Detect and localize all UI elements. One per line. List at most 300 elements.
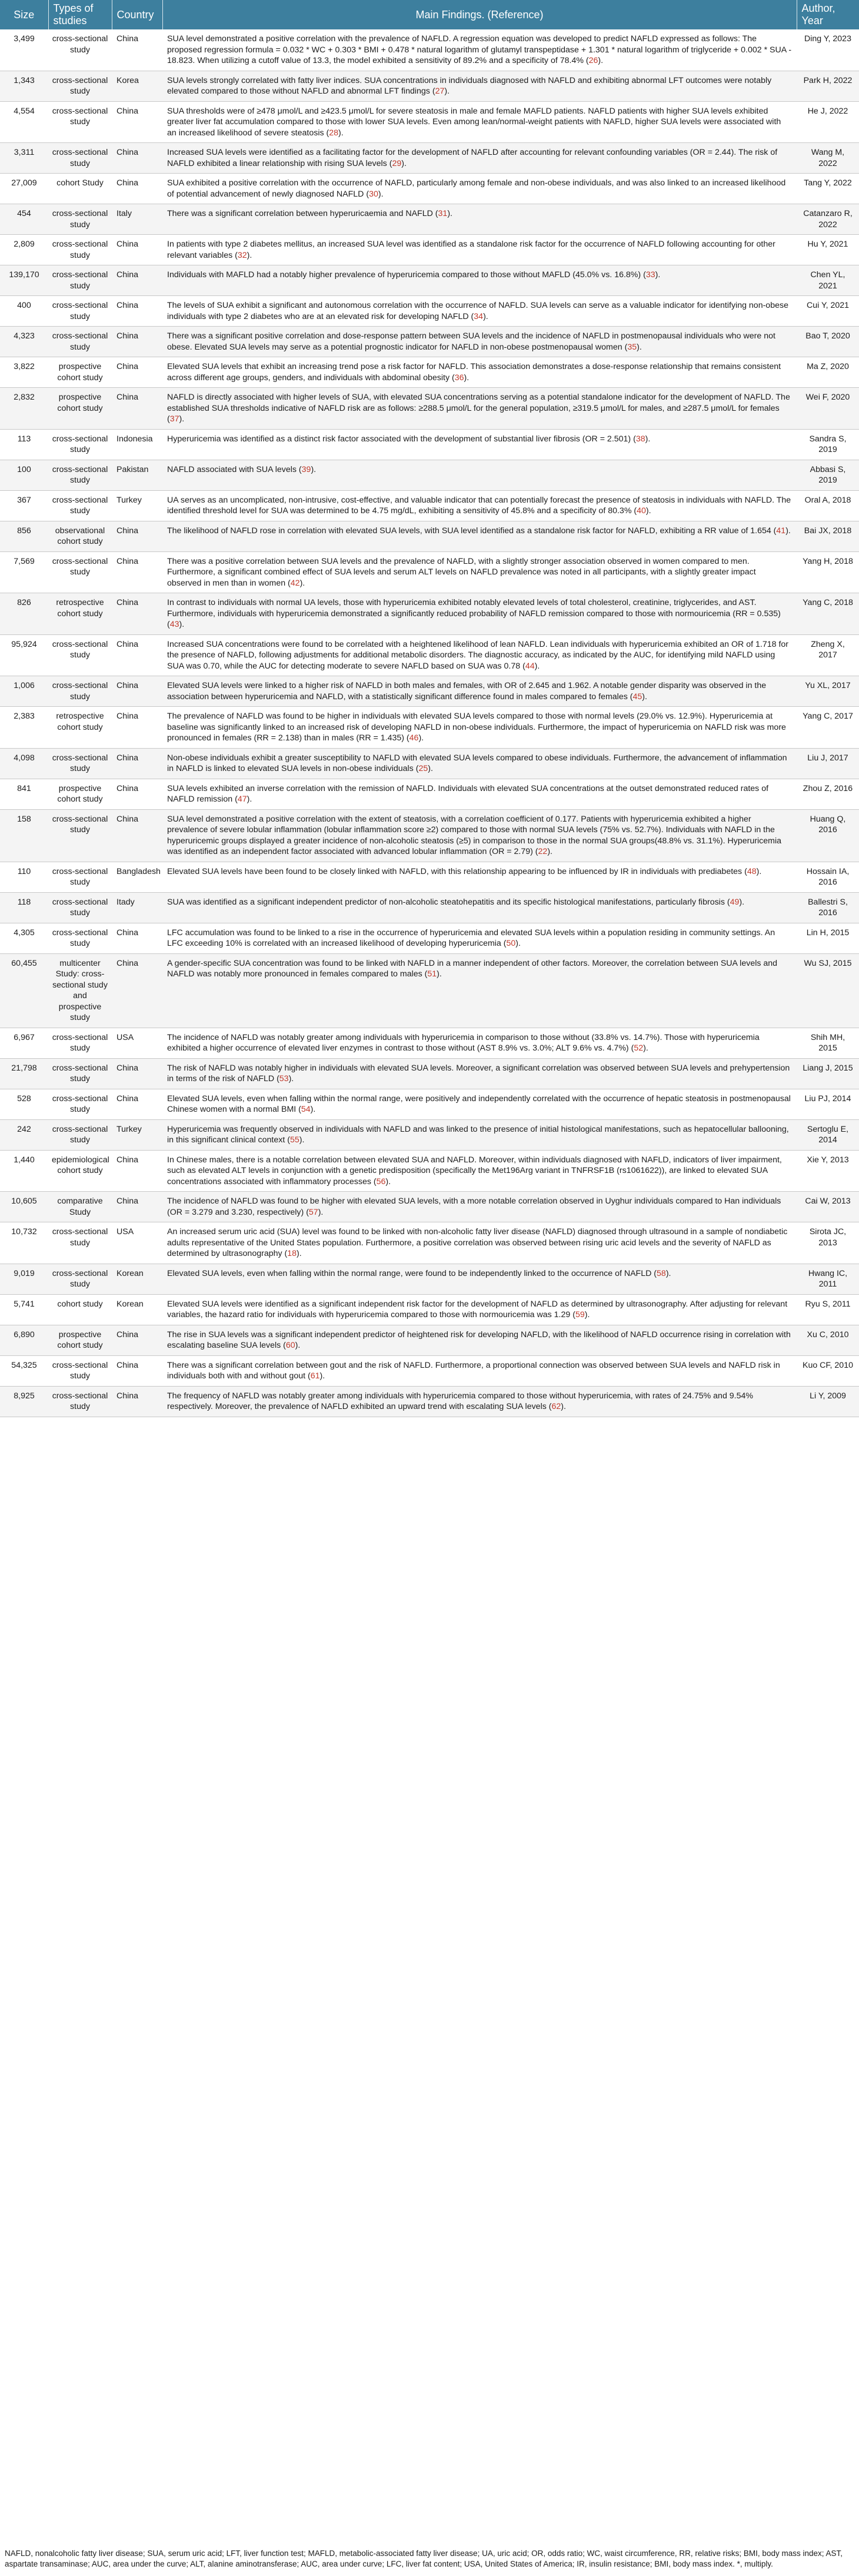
- finding-text: There was a positive correlation between SUA levels and the prevalence of NAFLD, with a slightly stronger association observed in women compared to men. Furthermore, a significant combined effect of SUA levels and serum ALT levels on NAFLD prevalence was noted in all participants, with a slightly greater impact observed in men than in women (: [167, 556, 756, 588]
- cell-country: China: [112, 1355, 162, 1386]
- cell-size: 6,967: [0, 1028, 48, 1058]
- cell-country: China: [112, 779, 162, 809]
- finding-text-end: ).: [637, 342, 642, 352]
- finding-text: Non-obese individuals exhibit a greater susceptibility to NAFLD with elevated SUA levels compared to obese individuals. Furthermore, the advancement of inflammation in NAFLD is linked to elevated SUA levels in non-obese individuals (: [167, 753, 787, 773]
- table-row: [0, 101, 859, 143]
- cell-country: China: [112, 1325, 162, 1355]
- cell-size: 21,798: [0, 1058, 48, 1089]
- cell-main-findings: [162, 521, 797, 551]
- cell-study-type: cross-sectional study: [48, 235, 112, 265]
- cell-study-type: prospective cohort study: [48, 388, 112, 430]
- reference-link[interactable]: 29: [392, 158, 402, 168]
- cell-main-findings: [162, 676, 797, 707]
- finding-text-end: ).: [464, 373, 470, 383]
- cell-main-findings: [162, 296, 797, 327]
- reference-link[interactable]: 28: [329, 128, 339, 138]
- cell-study-type: cross-sectional study: [48, 892, 112, 923]
- finding-text: There was a significant positive correlation and dose-response pattern between SUA levels and the incidence of NAFLD in postmenopausal individuals who were not obese. Elevated SUA levels may serve as a potential prognostic indicator for NAFLD in non-obese postmenopausal women (: [167, 331, 775, 352]
- cell-study-type: prospective cohort study: [48, 357, 112, 388]
- cell-study-type: cross-sectional study: [48, 429, 112, 460]
- cell-main-findings: [162, 1089, 797, 1119]
- cell-main-findings: [162, 429, 797, 460]
- reference-link[interactable]: 44: [525, 661, 535, 671]
- reference-link[interactable]: 55: [289, 1135, 299, 1145]
- cell-author-year: Yang C, 2018: [797, 593, 859, 635]
- cell-author-year: Bai JX, 2018: [797, 521, 859, 551]
- cell-country: China: [112, 1150, 162, 1192]
- cell-country: China: [112, 707, 162, 749]
- finding-text: In contrast to individuals with normal UA levels, those with hyperuricemia exhibited notably elevated levels of total cholesterol, creatinine, triglycerides, and AST. Furthermore, individuals with hyperuricemia demonstrated a significantly reduced probability of NAFLD remission compared to those with normouricemia (RR = 0.535) (: [167, 598, 781, 629]
- cell-country: China: [112, 1089, 162, 1119]
- finding-text: Hyperuricemia was identified as a distinct risk factor associated with the development of substantial liver fibrosis (OR = 2.501) (: [167, 434, 636, 444]
- finding-text-end: ).: [584, 1310, 590, 1319]
- table-row: [0, 143, 859, 174]
- cell-author-year: Zhou Z, 2016: [797, 779, 859, 809]
- cell-country: China: [112, 521, 162, 551]
- reference-link[interactable]: 52: [634, 1043, 644, 1053]
- cell-author-year: Sirota JC, 2013: [797, 1222, 859, 1264]
- header-country: Country: [112, 0, 162, 29]
- table-row: [0, 29, 859, 71]
- table-row: [0, 460, 859, 490]
- finding-text-end: ).: [645, 434, 651, 444]
- finding-text-end: ).: [785, 526, 791, 536]
- cell-main-findings: [162, 809, 797, 862]
- table-row: [0, 1192, 859, 1222]
- cell-country: USA: [112, 1222, 162, 1264]
- cell-main-findings: [162, 923, 797, 953]
- table-row: [0, 1119, 859, 1150]
- table-row: [0, 862, 859, 892]
- cell-author-year: Xu C, 2010: [797, 1325, 859, 1355]
- finding-text-end: ).: [338, 128, 344, 138]
- table-row: [0, 357, 859, 388]
- finding-text: Elevated SUA levels have been found to be closely linked with NAFLD, with this relationship appearing to be influenced by IR in individuals with prediabetes (: [167, 866, 747, 876]
- reference-link[interactable]: 61: [310, 1371, 320, 1381]
- table-row: [0, 1355, 859, 1386]
- reference-link[interactable]: 18: [287, 1249, 297, 1258]
- header-types-of-studies: Types of studies: [48, 0, 112, 29]
- table-row: [0, 892, 859, 923]
- cell-author-year: Liu PJ, 2014: [797, 1089, 859, 1119]
- cell-author-year: Huang Q, 2016: [797, 809, 859, 862]
- finding-text-end: ).: [598, 56, 604, 65]
- cell-author-year: He J, 2022: [797, 101, 859, 143]
- reference-link[interactable]: 40: [637, 506, 646, 516]
- cell-country: China: [112, 1058, 162, 1089]
- cell-main-findings: [162, 1355, 797, 1386]
- cell-main-findings: [162, 779, 797, 809]
- cell-study-type: cross-sectional study: [48, 748, 112, 779]
- cell-country: China: [112, 1386, 162, 1417]
- finding-text: SUA was identified as a significant independent predictor of non-alcoholic steatohepatitis and its specific histological manifestations, particularly fibrosis (: [167, 897, 730, 907]
- reference-link[interactable]: 54: [301, 1105, 311, 1114]
- cell-study-type: cross-sectional study: [48, 460, 112, 490]
- cell-size: 454: [0, 204, 48, 235]
- cell-main-findings: [162, 1294, 797, 1325]
- cell-author-year: Oral A, 2018: [797, 490, 859, 521]
- cell-study-type: cross-sectional study: [48, 490, 112, 521]
- finding-text: SUA level demonstrated a positive correlation with the extent of steatosis, with a correlation coefficient of 0.177. Patients with hyperuricemia exhibited a higher prevalence of severe lobular inflammation (lobular inflammation score ≥2) compared to those with normal SUA levels (75% vs. 52.7%). Individuals with NAFLD in the hyperuricemic groups displayed a greater incidence of non-alcoholic steatosis (≥5) in comparison to those in the normal SUA groups(48.8% vs. 31.1%). Hyperuricemia was identified as an independent factor associated with advanced lobular inflammation (OR = 2.79) (: [167, 814, 781, 856]
- cell-main-findings: [162, 862, 797, 892]
- cell-size: 4,554: [0, 101, 48, 143]
- cell-size: 2,809: [0, 235, 48, 265]
- reference-link[interactable]: 36: [454, 373, 464, 383]
- reference-link[interactable]: 59: [575, 1310, 585, 1319]
- cell-country: China: [112, 388, 162, 430]
- cell-country: China: [112, 1192, 162, 1222]
- reference-link[interactable]: 57: [308, 1207, 318, 1217]
- finding-text: NAFLD is directly associated with higher levels of SUA, with elevated SUA concentrations serving as a potential standalone indicator for the development of NAFLD. The established SUA thresholds indicative of NAFLD risk are as follows: ≥288.5 μmol/L for the general population, ≥319.5 μmol/L for males, and ≥287.5 μmol/L for females (: [167, 393, 790, 424]
- cell-main-findings: [162, 1264, 797, 1294]
- finding-text-end: ).: [310, 1105, 316, 1114]
- finding-text-end: ).: [483, 311, 488, 321]
- table-row: [0, 551, 859, 593]
- cell-author-year: Tang Y, 2022: [797, 174, 859, 204]
- cell-country: China: [112, 29, 162, 71]
- cell-size: 5,741: [0, 1294, 48, 1325]
- finding-text-end: ).: [299, 578, 305, 588]
- cell-main-findings: [162, 265, 797, 296]
- finding-text: The rise in SUA levels was a significant independent predictor of heightened risk for developing NAFLD, with the likelihood of NAFLD occurrence rising in correlation with escalating baseline SUA levels (: [167, 1329, 791, 1350]
- table-row: [0, 235, 859, 265]
- reference-link[interactable]: 41: [776, 526, 786, 536]
- cell-author-year: Cai W, 2013: [797, 1192, 859, 1222]
- table-row: [0, 1028, 859, 1058]
- cell-size: 826: [0, 593, 48, 635]
- finding-text-end: ).: [295, 1341, 301, 1350]
- finding-text-end: ).: [547, 847, 552, 856]
- reference-link[interactable]: 51: [427, 969, 437, 979]
- cell-main-findings: [162, 1119, 797, 1150]
- cell-study-type: cross-sectional study: [48, 634, 112, 676]
- cell-study-type: comparative Study: [48, 1192, 112, 1222]
- finding-text: SUA exhibited a positive correlation with the occurrence of NAFLD, particularly among female and non-obese individuals, and was also linked to an increased likelihood of potential advancement of newly diagnosed NAFLD (: [167, 178, 786, 199]
- cell-study-type: cross-sectional study: [48, 265, 112, 296]
- cell-size: 95,924: [0, 634, 48, 676]
- cell-size: 8,925: [0, 1386, 48, 1417]
- reference-link[interactable]: 47: [237, 795, 247, 804]
- cell-study-type: cross-sectional study: [48, 1355, 112, 1386]
- cell-main-findings: [162, 327, 797, 357]
- cell-study-type: cross-sectional study: [48, 327, 112, 357]
- cell-main-findings: [162, 892, 797, 923]
- cell-author-year: Wei F, 2020: [797, 388, 859, 430]
- finding-text: There was a significant correlation between hyperuricaemia and NAFLD (: [167, 209, 438, 218]
- finding-text-end: ).: [642, 692, 647, 702]
- reference-link[interactable]: 31: [438, 209, 448, 218]
- cell-country: Indonesia: [112, 429, 162, 460]
- finding-text: The prevalence of NAFLD was found to be higher in individuals with elevated SUA levels compared to those with normal levels (29.0% vs. 12.9%). Hyperuricemia at baseline was significantly linked to an increased risk of developing NAFLD in non-obese individuals. Furthermore, the impact of hyperuricemia on NAFLD risk was more pronounced in females (RR = 2.138) than in males (RR = 1.435) (: [167, 712, 786, 743]
- finding-text-end: ).: [311, 464, 317, 474]
- finding-text: SUA levels strongly correlated with fatty liver indices. SUA concentrations in individuals diagnosed with NAFLD and exhibiting abnormal LFT outcomes were notably elevated compared to those without NAFLD and abnormal LFT findings (: [167, 75, 772, 96]
- cell-author-year: Cui Y, 2021: [797, 296, 859, 327]
- cell-country: USA: [112, 1028, 162, 1058]
- finding-text-end: ).: [655, 270, 661, 280]
- cell-size: 1,440: [0, 1150, 48, 1192]
- table-row: [0, 1058, 859, 1089]
- finding-text-end: ).: [447, 209, 452, 218]
- cell-author-year: Wang M, 2022: [797, 143, 859, 174]
- cell-main-findings: [162, 101, 797, 143]
- finding-text-end: ).: [179, 620, 185, 629]
- cell-size: 6,890: [0, 1325, 48, 1355]
- cell-size: 118: [0, 892, 48, 923]
- table-row: [0, 429, 859, 460]
- cell-main-findings: [162, 1150, 797, 1192]
- cell-study-type: cross-sectional study: [48, 809, 112, 862]
- cell-author-year: Liu J, 2017: [797, 748, 859, 779]
- cell-study-type: epidemiological cohort study: [48, 1150, 112, 1192]
- cell-study-type: retrospective cohort study: [48, 707, 112, 749]
- cell-country: Pakistan: [112, 460, 162, 490]
- finding-text: Hyperuricemia was frequently observed in individuals with NAFLD and was linked to the presence of initial histological manifestations, such as hepatocellular ballooning, in this significant clinical context (: [167, 1124, 789, 1145]
- cell-author-year: Sertoglu E, 2014: [797, 1119, 859, 1150]
- cell-country: Korean: [112, 1294, 162, 1325]
- cell-size: 242: [0, 1119, 48, 1150]
- cell-main-findings: [162, 460, 797, 490]
- cell-study-type: cross-sectional study: [48, 862, 112, 892]
- cell-size: 100: [0, 460, 48, 490]
- cell-size: 3,311: [0, 143, 48, 174]
- table-row: [0, 1386, 859, 1417]
- cell-study-type: cross-sectional study: [48, 143, 112, 174]
- table-body: [0, 29, 859, 1417]
- finding-text: Elevated SUA levels were identified as a significant independent risk factor for the development of NAFLD as determined by ultrasonography. After adjusting for relevant variables, the hazard ratio for individuals with hyperuricemia compared to those with normouricemia was 1.29 (: [167, 1299, 788, 1319]
- finding-text: A gender-specific SUA concentration was found to be linked with NAFLD in a manner independent of other factors. Moreover, the correlation between SUA levels and NAFLD was notably more pronounced in females compared to males (: [167, 958, 778, 979]
- cell-study-type: cross-sectional study: [48, 551, 112, 593]
- cell-country: China: [112, 296, 162, 327]
- reference-link[interactable]: 38: [635, 434, 645, 444]
- cell-author-year: Ding Y, 2023: [797, 29, 859, 71]
- finding-text: An increased serum uric acid (SUA) level was found to be linked with non-alcoholic fatty liver disease (NAFLD) diagnosed through ultrasound in a sample of nondiabetic adults representative of the United States population. Furthermore, a positive correlation was observed between rising uric acid levels and the severity of NAFLD as determined by ultrasonography (: [167, 1227, 788, 1258]
- table-row: [0, 634, 859, 676]
- cell-author-year: Ryu S, 2011: [797, 1294, 859, 1325]
- cell-main-findings: [162, 1192, 797, 1222]
- cell-country: China: [112, 235, 162, 265]
- cell-country: China: [112, 676, 162, 707]
- reference-link[interactable]: 26: [588, 56, 598, 65]
- finding-text: In Chinese males, there is a notable correlation between elevated SUA and NAFLD. Moreover, within individuals diagnosed with NAFLD, indicators of liver impairment, such as elevated ALT levels in conjunction with a genetic predisposition (specifically the Met196Arg variant in TNFRSF1B (rs1061622)), are linked to elevated SUA concentrations associated with inflammatory processes (: [167, 1155, 782, 1186]
- finding-text-end: ).: [534, 661, 540, 671]
- cell-author-year: Shih MH, 2015: [797, 1028, 859, 1058]
- finding-text-end: ).: [561, 1402, 566, 1411]
- cell-author-year: Xie Y, 2013: [797, 1150, 859, 1192]
- table-row: [0, 174, 859, 204]
- finding-text: The incidence of NAFLD was found to be higher with elevated SUA levels, with a more notable correlation observed in Uyghur individuals compared to Han individuals (OR = 3.279 and 3.230, respectively) (: [167, 1196, 781, 1217]
- reference-link[interactable]: 35: [627, 342, 637, 352]
- finding-text-end: ).: [665, 1268, 671, 1278]
- cell-main-findings: [162, 634, 797, 676]
- finding-text-end: ).: [645, 506, 651, 516]
- finding-text-end: ).: [756, 866, 762, 876]
- cell-size: 27,009: [0, 174, 48, 204]
- cell-author-year: Yang H, 2018: [797, 551, 859, 593]
- table-row: [0, 71, 859, 101]
- cell-main-findings: [162, 953, 797, 1028]
- table-row: [0, 809, 859, 862]
- cell-size: 139,170: [0, 265, 48, 296]
- reference-link[interactable]: 22: [538, 847, 548, 856]
- table-row: [0, 953, 859, 1028]
- finding-text: The levels of SUA exhibit a significant and autonomous correlation with the occurrence of NAFLD. SUA levels can serve as a valuable indicator for identifying non-obese individuals with type 2 diabetes who are at an elevated risk for developing NAFLD (: [167, 301, 788, 321]
- cell-size: 4,098: [0, 748, 48, 779]
- reference-link[interactable]: 27: [435, 87, 445, 96]
- finding-text: Increased SUA levels were identified as a facilitating factor for the development of NAFLD after accounting for relevant confounding variables (OR = 2.44). The risk of NAFLD exhibited a linear relationship with rising SUA levels (: [167, 148, 778, 168]
- cell-size: 400: [0, 296, 48, 327]
- reference-link[interactable]: 30: [369, 189, 378, 199]
- table-row: [0, 1325, 859, 1355]
- cell-size: 7,569: [0, 551, 48, 593]
- reference-link[interactable]: 49: [730, 897, 740, 907]
- cell-main-findings: [162, 748, 797, 779]
- table-row: [0, 204, 859, 235]
- reference-link[interactable]: 43: [169, 620, 179, 629]
- reference-link[interactable]: 58: [657, 1268, 666, 1278]
- cell-size: 1,343: [0, 71, 48, 101]
- reference-link[interactable]: 37: [169, 414, 179, 424]
- finding-text: Individuals with MAFLD had a notably higher prevalence of hyperuricemia compared to those without MAFLD (45.0% vs. 16.8%) (: [167, 270, 646, 280]
- reference-link[interactable]: 25: [418, 764, 428, 773]
- cell-size: 10,732: [0, 1222, 48, 1264]
- table-row: [0, 388, 859, 430]
- cell-study-type: retrospective cohort study: [48, 593, 112, 635]
- table-row: [0, 327, 859, 357]
- reference-link[interactable]: 45: [632, 692, 642, 702]
- cell-study-type: prospective cohort study: [48, 1325, 112, 1355]
- cell-study-type: cross-sectional study: [48, 923, 112, 953]
- finding-text-end: ).: [247, 250, 252, 260]
- cell-main-findings: [162, 29, 797, 71]
- header-main-findings: Main Findings. (Reference): [162, 0, 797, 29]
- cell-size: 1,006: [0, 676, 48, 707]
- cell-country: China: [112, 748, 162, 779]
- cell-country: China: [112, 809, 162, 862]
- finding-text-end: ).: [739, 897, 745, 907]
- cell-author-year: Liang J, 2015: [797, 1058, 859, 1089]
- cell-country: China: [112, 143, 162, 174]
- cell-author-year: Kuo CF, 2010: [797, 1355, 859, 1386]
- reference-link[interactable]: 60: [285, 1341, 295, 1350]
- cell-size: 60,455: [0, 953, 48, 1028]
- cell-main-findings: [162, 357, 797, 388]
- header-row: [0, 0, 859, 29]
- reference-link[interactable]: 56: [376, 1176, 386, 1186]
- cell-study-type: cross-sectional study: [48, 1119, 112, 1150]
- cell-country: Bangladesh: [112, 862, 162, 892]
- finding-text: The likelihood of NAFLD rose in correlation with elevated SUA levels, with SUA level identified as a standalone risk factor for NAFLD, exhibiting a RR value of 1.654 (: [167, 526, 777, 536]
- finding-text-end: ).: [643, 1043, 648, 1053]
- cell-size: 54,325: [0, 1355, 48, 1386]
- finding-text-end: ).: [179, 414, 185, 424]
- cell-main-findings: [162, 204, 797, 235]
- finding-text: LFC accumulation was found to be linked to a rise in the occurrence of hyperuricemia and elevated SUA levels within a population residing in community settings. An LFC exceeding 10% is correlated with an increased likelihood of developing hyperuricemia (: [167, 928, 775, 948]
- cell-size: 4,305: [0, 923, 48, 953]
- table-row: [0, 593, 859, 635]
- cell-main-findings: [162, 490, 797, 521]
- cell-main-findings: [162, 707, 797, 749]
- cell-main-findings: [162, 71, 797, 101]
- table-row: [0, 296, 859, 327]
- finding-text: Elevated SUA levels, even when falling within the normal range, were positively and independently correlated with the occurrence of hepatic steatosis in postmenopausal Chinese women with a normal BMI (: [167, 1093, 791, 1114]
- finding-text-end: ).: [318, 1207, 324, 1217]
- cell-size: 110: [0, 862, 48, 892]
- cell-study-type: cross-sectional study: [48, 1264, 112, 1294]
- table-row: [0, 779, 859, 809]
- reference-link[interactable]: 48: [747, 866, 757, 876]
- finding-text-end: ).: [288, 1074, 294, 1083]
- table-row: [0, 490, 859, 521]
- reference-link[interactable]: 34: [474, 311, 484, 321]
- cell-size: 9,019: [0, 1264, 48, 1294]
- finding-text: The risk of NAFLD was notably higher in individuals with elevated SUA levels. Moreover, a significant correlation was observed between SUA levels and prehypertension in terms of the risk of NAFLD (: [167, 1063, 790, 1083]
- finding-text: The incidence of NAFLD was notably greater among individuals with hyperuricemia in comparison to those without (33.8% vs. 14.7%). Those with hyperuricemia exhibited a higher occurrence of elevated liver enzymes in contrast to those without (AST 8.9% vs. 3.0%; ALT 9.6% vs. 4.7%) (: [167, 1032, 760, 1053]
- reference-link[interactable]: 53: [279, 1074, 289, 1083]
- cell-main-findings: [162, 388, 797, 430]
- header-author-year: Author, Year: [797, 0, 859, 29]
- reference-link[interactable]: 50: [506, 939, 516, 948]
- cell-study-type: cross-sectional study: [48, 204, 112, 235]
- cell-size: 367: [0, 490, 48, 521]
- finding-text: UA serves as an uncomplicated, non-intrusive, cost-effective, and valuable indicator that can potentially forecast the presence of steatosis in individuals with NAFLD. The identified threshold level for SUA was determined to be 4.75 mg/dL, exhibiting a sensitivity of 45.8% and a specificity of 80.3% (: [167, 495, 791, 516]
- finding-text-end: ).: [299, 1135, 305, 1145]
- finding-text: Increased SUA concentrations were found to be correlated with a heightened likelihood of lean NAFLD. Lean individuals with hyperuricemia exhibited an OR of 1.718 for the presence of NAFLD, following adjustments for additional metabolic disorders. The diagnostic accuracy, as indicated by the AUC, for identifying mild NAFLD using SUA was 0.70, while the AUC for detecting moderate to severe NAFLD based on SUA was 0.78 (: [167, 639, 789, 671]
- reference-link[interactable]: 39: [301, 464, 311, 474]
- cell-study-type: cross-sectional study: [48, 1386, 112, 1417]
- reference-link[interactable]: 33: [645, 270, 655, 280]
- finding-text: Elevated SUA levels were linked to a higher risk of NAFLD in both males and females, with OR of 2.645 and 1.962. A notable gender disparity was observed in the association between hyperuricemia and NAFLD, with a statistically significant difference found in males compared to females (: [167, 681, 767, 702]
- table-row: [0, 265, 859, 296]
- cell-size: 528: [0, 1089, 48, 1119]
- cell-author-year: Zheng X, 2017: [797, 634, 859, 676]
- finding-text: Elevated SUA levels that exhibit an increasing trend pose a risk factor for NAFLD. This association demonstrates a dose-response relationship that remains consistent across different age groups, genders, and individuals with abdominal obesity (: [167, 362, 781, 383]
- cell-author-year: Chen YL, 2021: [797, 265, 859, 296]
- cell-main-findings: [162, 235, 797, 265]
- cell-size: 158: [0, 809, 48, 862]
- cell-country: China: [112, 265, 162, 296]
- cell-country: China: [112, 634, 162, 676]
- reference-link[interactable]: 32: [237, 250, 247, 260]
- finding-text-end: ).: [297, 1249, 302, 1258]
- cell-main-findings: [162, 174, 797, 204]
- table-row: [0, 1264, 859, 1294]
- cell-author-year: Sandra S, 2019: [797, 429, 859, 460]
- finding-text-end: ).: [418, 733, 424, 743]
- reference-link[interactable]: 62: [551, 1402, 561, 1411]
- cell-country: China: [112, 101, 162, 143]
- cell-main-findings: [162, 1028, 797, 1058]
- cell-country: China: [112, 953, 162, 1028]
- finding-text-end: ).: [378, 189, 384, 199]
- cell-size: 856: [0, 521, 48, 551]
- cell-study-type: cross-sectional study: [48, 101, 112, 143]
- reference-link[interactable]: 46: [409, 733, 419, 743]
- cell-country: Turkey: [112, 1119, 162, 1150]
- cell-study-type: observational cohort study: [48, 521, 112, 551]
- cell-study-type: cross-sectional study: [48, 1058, 112, 1089]
- cell-author-year: Yu XL, 2017: [797, 676, 859, 707]
- finding-text: There was a significant correlation between gout and the risk of NAFLD. Furthermore, a proportional connection was observed between SUA levels and NAFLD risk in individuals both with and without gout (: [167, 1360, 780, 1381]
- cell-author-year: Abbasi S, 2019: [797, 460, 859, 490]
- finding-text: NAFLD associated with SUA levels (: [167, 464, 302, 474]
- cell-main-findings: [162, 1058, 797, 1089]
- cell-author-year: Ma Z, 2020: [797, 357, 859, 388]
- cell-author-year: Bao T, 2020: [797, 327, 859, 357]
- reference-link[interactable]: 42: [290, 578, 300, 588]
- cell-author-year: Wu SJ, 2015: [797, 953, 859, 1028]
- cell-size: 3,822: [0, 357, 48, 388]
- table-row: [0, 1222, 859, 1264]
